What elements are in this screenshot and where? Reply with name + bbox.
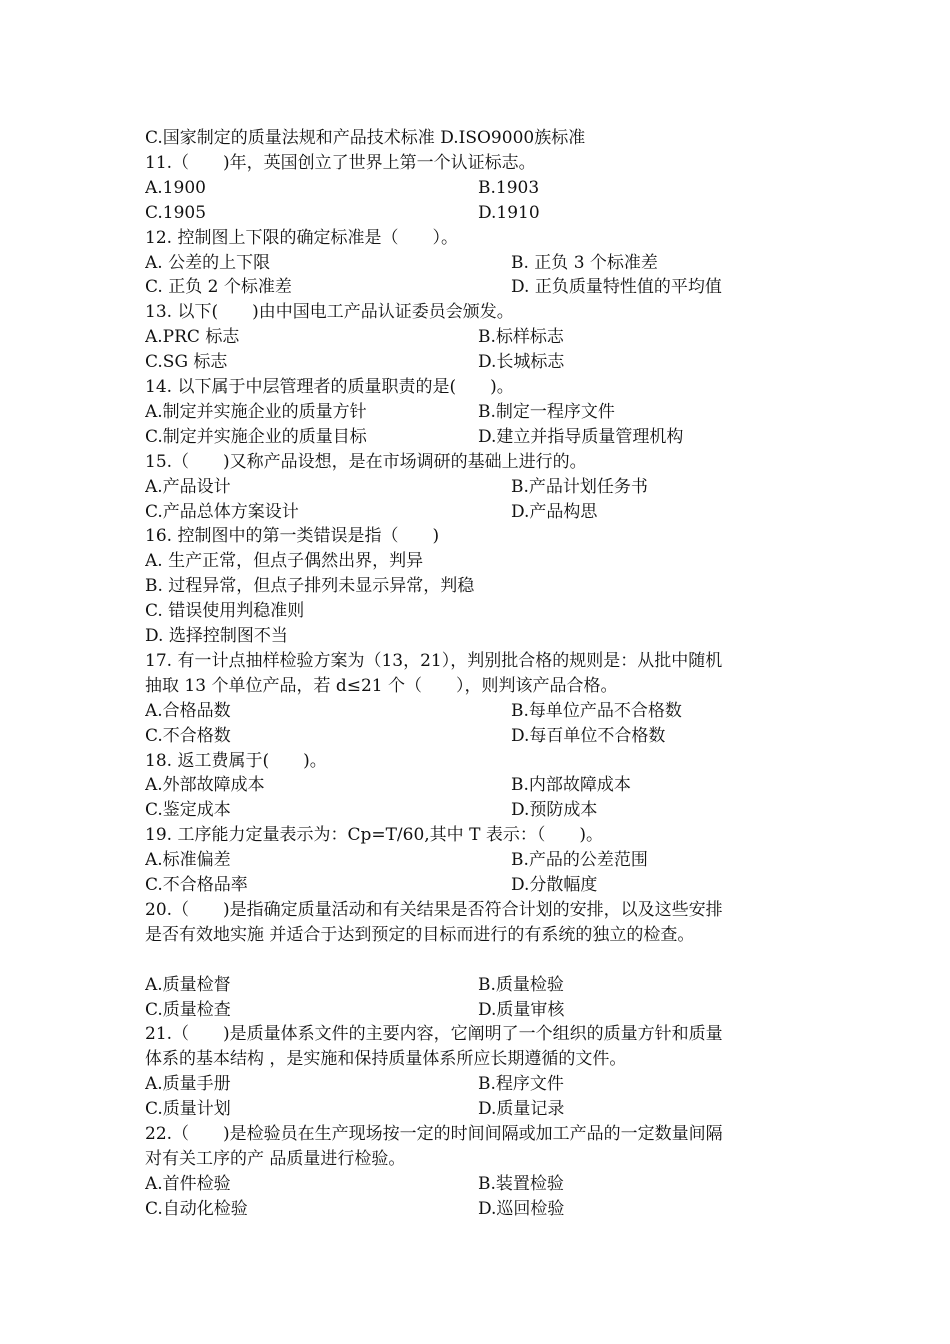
text-line: 13. 以下( )由中国电工产品认证委员会颁发。 bbox=[145, 302, 514, 323]
option-row bbox=[145, 275, 825, 300]
text-line: 17. 有一计点抽样检验方案为（13，21），判别批合格的规则是：从批中随机 bbox=[145, 650, 723, 671]
answer-option: C.产品总体方案设计 bbox=[145, 501, 299, 522]
answer-option: B.内部故障成本 bbox=[511, 775, 631, 796]
answer-option: C.自动化检验 bbox=[145, 1198, 248, 1219]
option-row bbox=[145, 350, 825, 375]
text-line: 12. 控制图上下限的确定标准是（ ）。 bbox=[145, 227, 458, 248]
answer-option: A.首件检验 bbox=[145, 1173, 231, 1194]
option-row bbox=[145, 400, 825, 425]
answer-option: B.产品计划任务书 bbox=[511, 476, 648, 497]
text-line: 19. 工序能力定量表示为：Cp=T/60,其中 T 表示：（ )。 bbox=[145, 825, 603, 846]
text-line: 14. 以下属于中层管理者的质量职责的是( )。 bbox=[145, 377, 514, 397]
answer-option: C.质量检查 bbox=[145, 999, 231, 1020]
answer-option: A.标准偏差 bbox=[145, 850, 231, 871]
answer-option: C.SG 标志 bbox=[145, 352, 228, 373]
answer-option: D.产品构思 bbox=[511, 501, 598, 522]
text-line: A. 生产正常，但点子偶然出界，判异 bbox=[145, 551, 424, 572]
text-line: D. 选择控制图不当 bbox=[145, 626, 288, 646]
answer-option: A.制定并实施企业的质量方针 bbox=[145, 401, 367, 422]
option-row bbox=[145, 1097, 825, 1122]
option-row bbox=[145, 201, 825, 226]
text-line: 21.（ )是质量体系文件的主要内容，它阐明了一个组织的质量方针和质量 bbox=[145, 1024, 723, 1045]
option-row bbox=[145, 425, 825, 450]
answer-option: C.制定并实施企业的质量目标 bbox=[145, 426, 367, 447]
answer-option: D.质量记录 bbox=[478, 1099, 565, 1120]
option-row bbox=[145, 724, 825, 749]
answer-option: A.1900 bbox=[145, 177, 206, 198]
answer-option: A.质量检督 bbox=[145, 974, 231, 995]
option-row bbox=[145, 325, 825, 350]
answer-option: D.长城标志 bbox=[478, 352, 565, 373]
option-row bbox=[145, 1072, 825, 1097]
answer-option: C. 正负 2 个标准差 bbox=[145, 277, 292, 298]
option-row bbox=[145, 848, 825, 873]
answer-option: B.每单位产品不合格数 bbox=[511, 700, 682, 721]
text-line: 抽取 13 个单位产品，若 d≤21 个（ ），则判该产品合格。 bbox=[145, 675, 618, 696]
answer-option: B.质量检验 bbox=[478, 974, 564, 995]
answer-option: B.1903 bbox=[478, 177, 540, 198]
answer-option: B.产品的公差范围 bbox=[511, 850, 648, 871]
answer-option: D.预防成本 bbox=[511, 800, 598, 821]
text-line: 对有关工序的产 品质量进行检验。 bbox=[145, 1148, 406, 1169]
option-row bbox=[145, 251, 825, 276]
answer-option: D.巡回检验 bbox=[478, 1198, 565, 1219]
option-row bbox=[145, 475, 825, 500]
answer-option: C.不合格品率 bbox=[145, 875, 248, 895]
option-row bbox=[145, 998, 825, 1023]
text-line: 16. 控制图中的第一类错误是指（ ) bbox=[145, 526, 440, 547]
answer-option: A. 公差的上下限 bbox=[145, 252, 271, 273]
answer-option: D.分散幅度 bbox=[511, 875, 598, 895]
answer-option: B. 正负 3 个标准差 bbox=[511, 252, 658, 273]
text-line bbox=[145, 948, 825, 973]
answer-option: D.每百单位不合格数 bbox=[511, 725, 666, 746]
answer-option: A.质量手册 bbox=[145, 1074, 231, 1095]
answer-option: B.装置检验 bbox=[478, 1173, 564, 1194]
answer-option: D.1910 bbox=[478, 202, 540, 223]
text-line: 18. 返工费属于( )。 bbox=[145, 750, 327, 771]
answer-option: D.建立并指导质量管理机构 bbox=[478, 426, 684, 447]
option-row bbox=[145, 798, 825, 823]
text-line: 20.（ )是指确定质量活动和有关结果是否符合计划的安排，以及这些安排 bbox=[145, 899, 723, 920]
text-line: 体系的基本结构 ，是实施和保持质量体系所应长期遵循的文件。 bbox=[145, 1049, 627, 1070]
option-row bbox=[145, 1197, 825, 1222]
answer-option: A.外部故障成本 bbox=[145, 775, 265, 796]
answer-option: C.1905 bbox=[145, 202, 207, 223]
option-row bbox=[145, 973, 825, 998]
text-line: 22.（ )是检验员在生产现场按一定的时间间隔或加工产品的一定数量间隔 bbox=[145, 1124, 723, 1144]
option-row bbox=[145, 873, 825, 898]
answer-option: B.程序文件 bbox=[478, 1074, 564, 1095]
answer-option: A.PRC 标志 bbox=[145, 327, 240, 348]
text-line: C. 错误使用判稳准则 bbox=[145, 601, 305, 622]
option-row bbox=[145, 176, 825, 201]
text-line: 是否有效地实施 并适合于达到预定的目标而进行的有系统的独立的检查。 bbox=[145, 924, 695, 945]
answer-option: C.不合格数 bbox=[145, 725, 231, 746]
option-row bbox=[145, 500, 825, 525]
option-row bbox=[145, 773, 825, 798]
option-row bbox=[145, 1172, 825, 1197]
text-line: B. 过程异常，但点子排列未显示异常，判稳 bbox=[145, 576, 475, 597]
option-row bbox=[145, 699, 825, 724]
answer-option: A.合格品数 bbox=[145, 700, 231, 721]
answer-option: C.鉴定成本 bbox=[145, 800, 231, 821]
answer-option: B.制定一程序文件 bbox=[478, 401, 615, 422]
answer-option: A.产品设计 bbox=[145, 476, 231, 497]
text-line: 15.（ )又称产品设想，是在市场调研的基础上进行的。 bbox=[145, 451, 587, 472]
answer-option: D. 正负质量特性值的平均值 bbox=[511, 277, 722, 298]
answer-option: B.标样标志 bbox=[478, 327, 564, 348]
answer-option: D.质量审核 bbox=[478, 999, 565, 1020]
text-line: C.国家制定的质量法规和产品技术标准 D.ISO9000族标准 bbox=[145, 128, 586, 148]
text-line: 11.（ )年，英国创立了世界上第一个认证标志。 bbox=[145, 152, 536, 173]
answer-option: C.质量计划 bbox=[145, 1099, 231, 1120]
